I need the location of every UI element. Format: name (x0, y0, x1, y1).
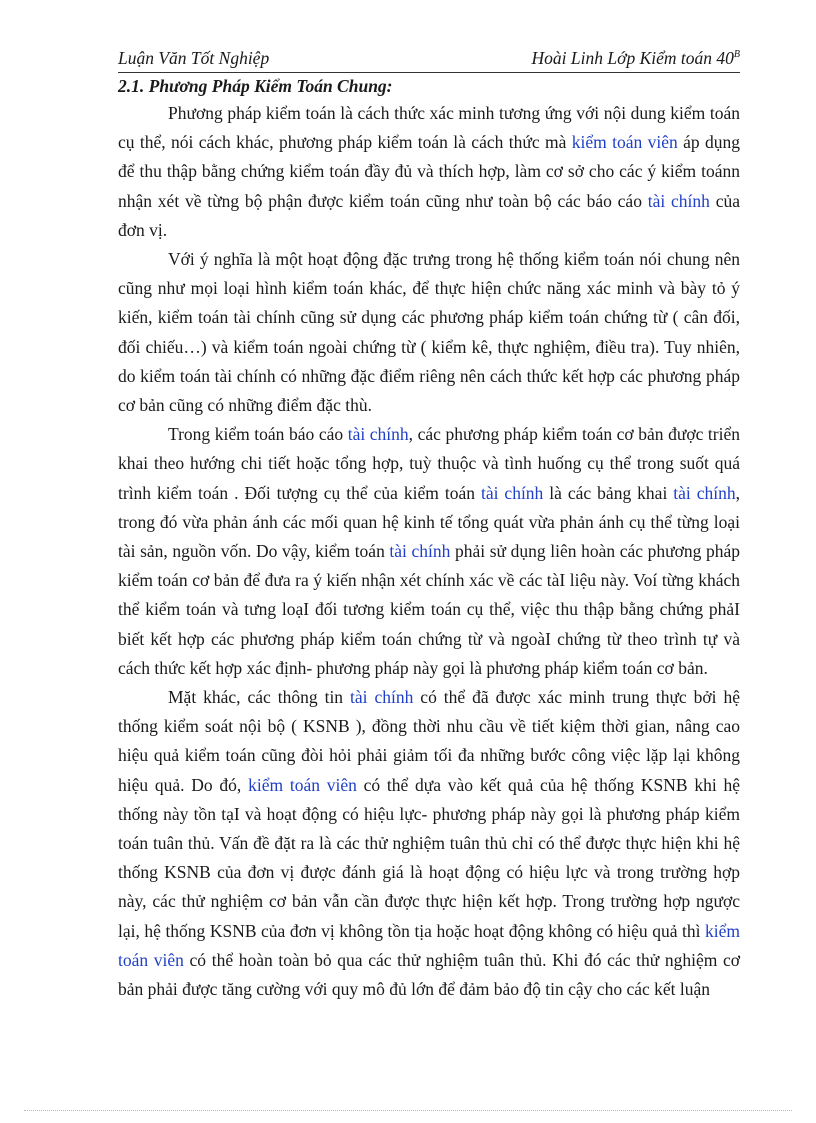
header-left-title: Luận Văn Tốt Nghiệp (118, 48, 270, 68)
section-title: 2.1. Phương Pháp Kiểm Toán Chung: (118, 76, 393, 96)
term-link[interactable]: tài chính (350, 687, 414, 708)
paragraph-text: Với ý nghĩa là một hoạt động đặc trưng trong hệ thống kiểm toán nói chung nên cũng như mọi loại hình kiểm toán khác, để thực hiện chức năng xác minh và bày tỏ ý kiến, kiểm toán tài chính cũng sử dụng các phương pháp kiểm toán chứng từ ( cân đối, đối chiếu…) và kiểm toán ngoài chứng từ ( kiểm kê, thực nghiệm, điều tra). Tuy nhiên, do kiểm toán tài chính có những đặc điểm riêng nên cách thức kết hợp các phương pháp cơ bản cũng có những điểm đặc thù. (118, 249, 740, 416)
term-link[interactable]: tài chính (347, 424, 409, 445)
paragraph-text: Mặt khác, các thông tin (168, 687, 351, 708)
document-body (118, 99, 740, 1004)
header-right-title (532, 48, 740, 69)
paragraph-text: của đơn vị. (118, 190, 740, 240)
paragraph-text: có thể dựa vào kết quả của hệ thống KSNB khi hệ thống này tồn tạI và hoạt động có hiệu lực- phương pháp này gọi là phương pháp kiểm toán tuân thủ. Vấn đề đặt ra là các thử nghiệm tuân thủ chỉ có thể được thực hiện khi hệ thống KSNB của đơn vị được đánh giá là hoạt động có hiệu lực và trong trường hợp này, các thử nghiệm cơ bản vẫn cần được thực hiện kết hợp. Trong trường hợp ngược lại, hệ thống KSNB của đơn vị không tồn tịa hoặc hoạt động không có hiệu quả thì (118, 774, 740, 941)
paragraph-text: , trong đó vừa phản ánh các mối quan hệ kinh tế tổng quát vừa phản ánh cụ thể từng loại tài sản, nguồn vốn. Do vậy, kiểm toán (118, 482, 741, 562)
paragraph-text: áp dụng để thu thập bằng chứng kiểm toán đầy đủ và thích hợp, làm cơ sở cho các ý kiểm toánn nhận xét về từng bộ phận được kiểm toán cũng như toàn bộ các báo cáo (118, 132, 740, 211)
paragraph (118, 420, 740, 683)
term-link[interactable]: tài chính (673, 482, 736, 503)
term-link[interactable]: kiểm toán viên (248, 774, 357, 795)
paragraph (118, 245, 740, 420)
paragraph (118, 683, 740, 1004)
term-link[interactable]: tài chính (647, 190, 710, 211)
paragraph-text: có thể hoàn toàn bỏ qua các thử nghiệm tuân thủ. Khi đó các thử nghiệm cơ bản phải được tăng cường với quy mô đủ lớn để đảm bảo độ tin cậy cho các kết luận (118, 949, 740, 1000)
header-right-superscript: B (733, 49, 740, 61)
paragraph-text: là các bảng khai (543, 482, 674, 503)
page-header (118, 48, 740, 72)
paragraph-text: , các phương pháp kiểm toán cơ bản được triển khai theo hướng chi tiết hoặc tổng hợp, tuỳ thuộc và tình huống cụ thể trong suốt quá trình kiểm toán . Đối tượng cụ thể của kiểm toán (118, 424, 740, 503)
header-divider (118, 72, 740, 73)
term-link[interactable]: tài chính (389, 541, 451, 562)
paragraph (118, 99, 740, 245)
term-link[interactable]: kiểm toán viên (571, 132, 678, 153)
paragraph-text: có thể đã được xác minh trung thực bởi hệ thống kiểm soát nội bộ ( KSNB ), đồng thời nhu cầu về tiết kiệm thời gian, nâng cao hiệu quả kiểm toán cũng đòi hỏi phải giảm tối đa những bước công việc lặp lại không hiệu quả. Do đó, (118, 687, 740, 795)
paragraph-text: Phương pháp kiểm toán là cách thức xác minh tương ứng với nội dung kiểm toán cụ thể, nói cách khác, phương pháp kiểm toán là cách thức mà (118, 103, 740, 153)
paragraph-text: phải sử dụng liên hoàn các phương pháp kiểm toán cơ bản để đưa ra ý kiến nhận xét chính xác về các tàI liệu này. Voí từng khách thể kiểm toán và tưng loạI đối tương kiểm toán cụ thể, việc thu thập bằng chứng phảI biết kết hợp các phương pháp kiểm toán chứng từ và ngoàI chứng từ theo trình tự và cách thức kết hợp xác định- phương pháp này gọi là phương pháp kiểm toán cơ bản. (118, 541, 740, 678)
header-right-text: Hoài Linh Lớp Kiểm toán 40 (531, 48, 734, 68)
paragraph-text: Trong kiểm toán báo cáo (168, 424, 348, 445)
term-link[interactable]: kiểm toán viên (118, 920, 740, 970)
term-link[interactable]: tài chính (480, 482, 544, 503)
page-bottom-divider (24, 1110, 792, 1111)
